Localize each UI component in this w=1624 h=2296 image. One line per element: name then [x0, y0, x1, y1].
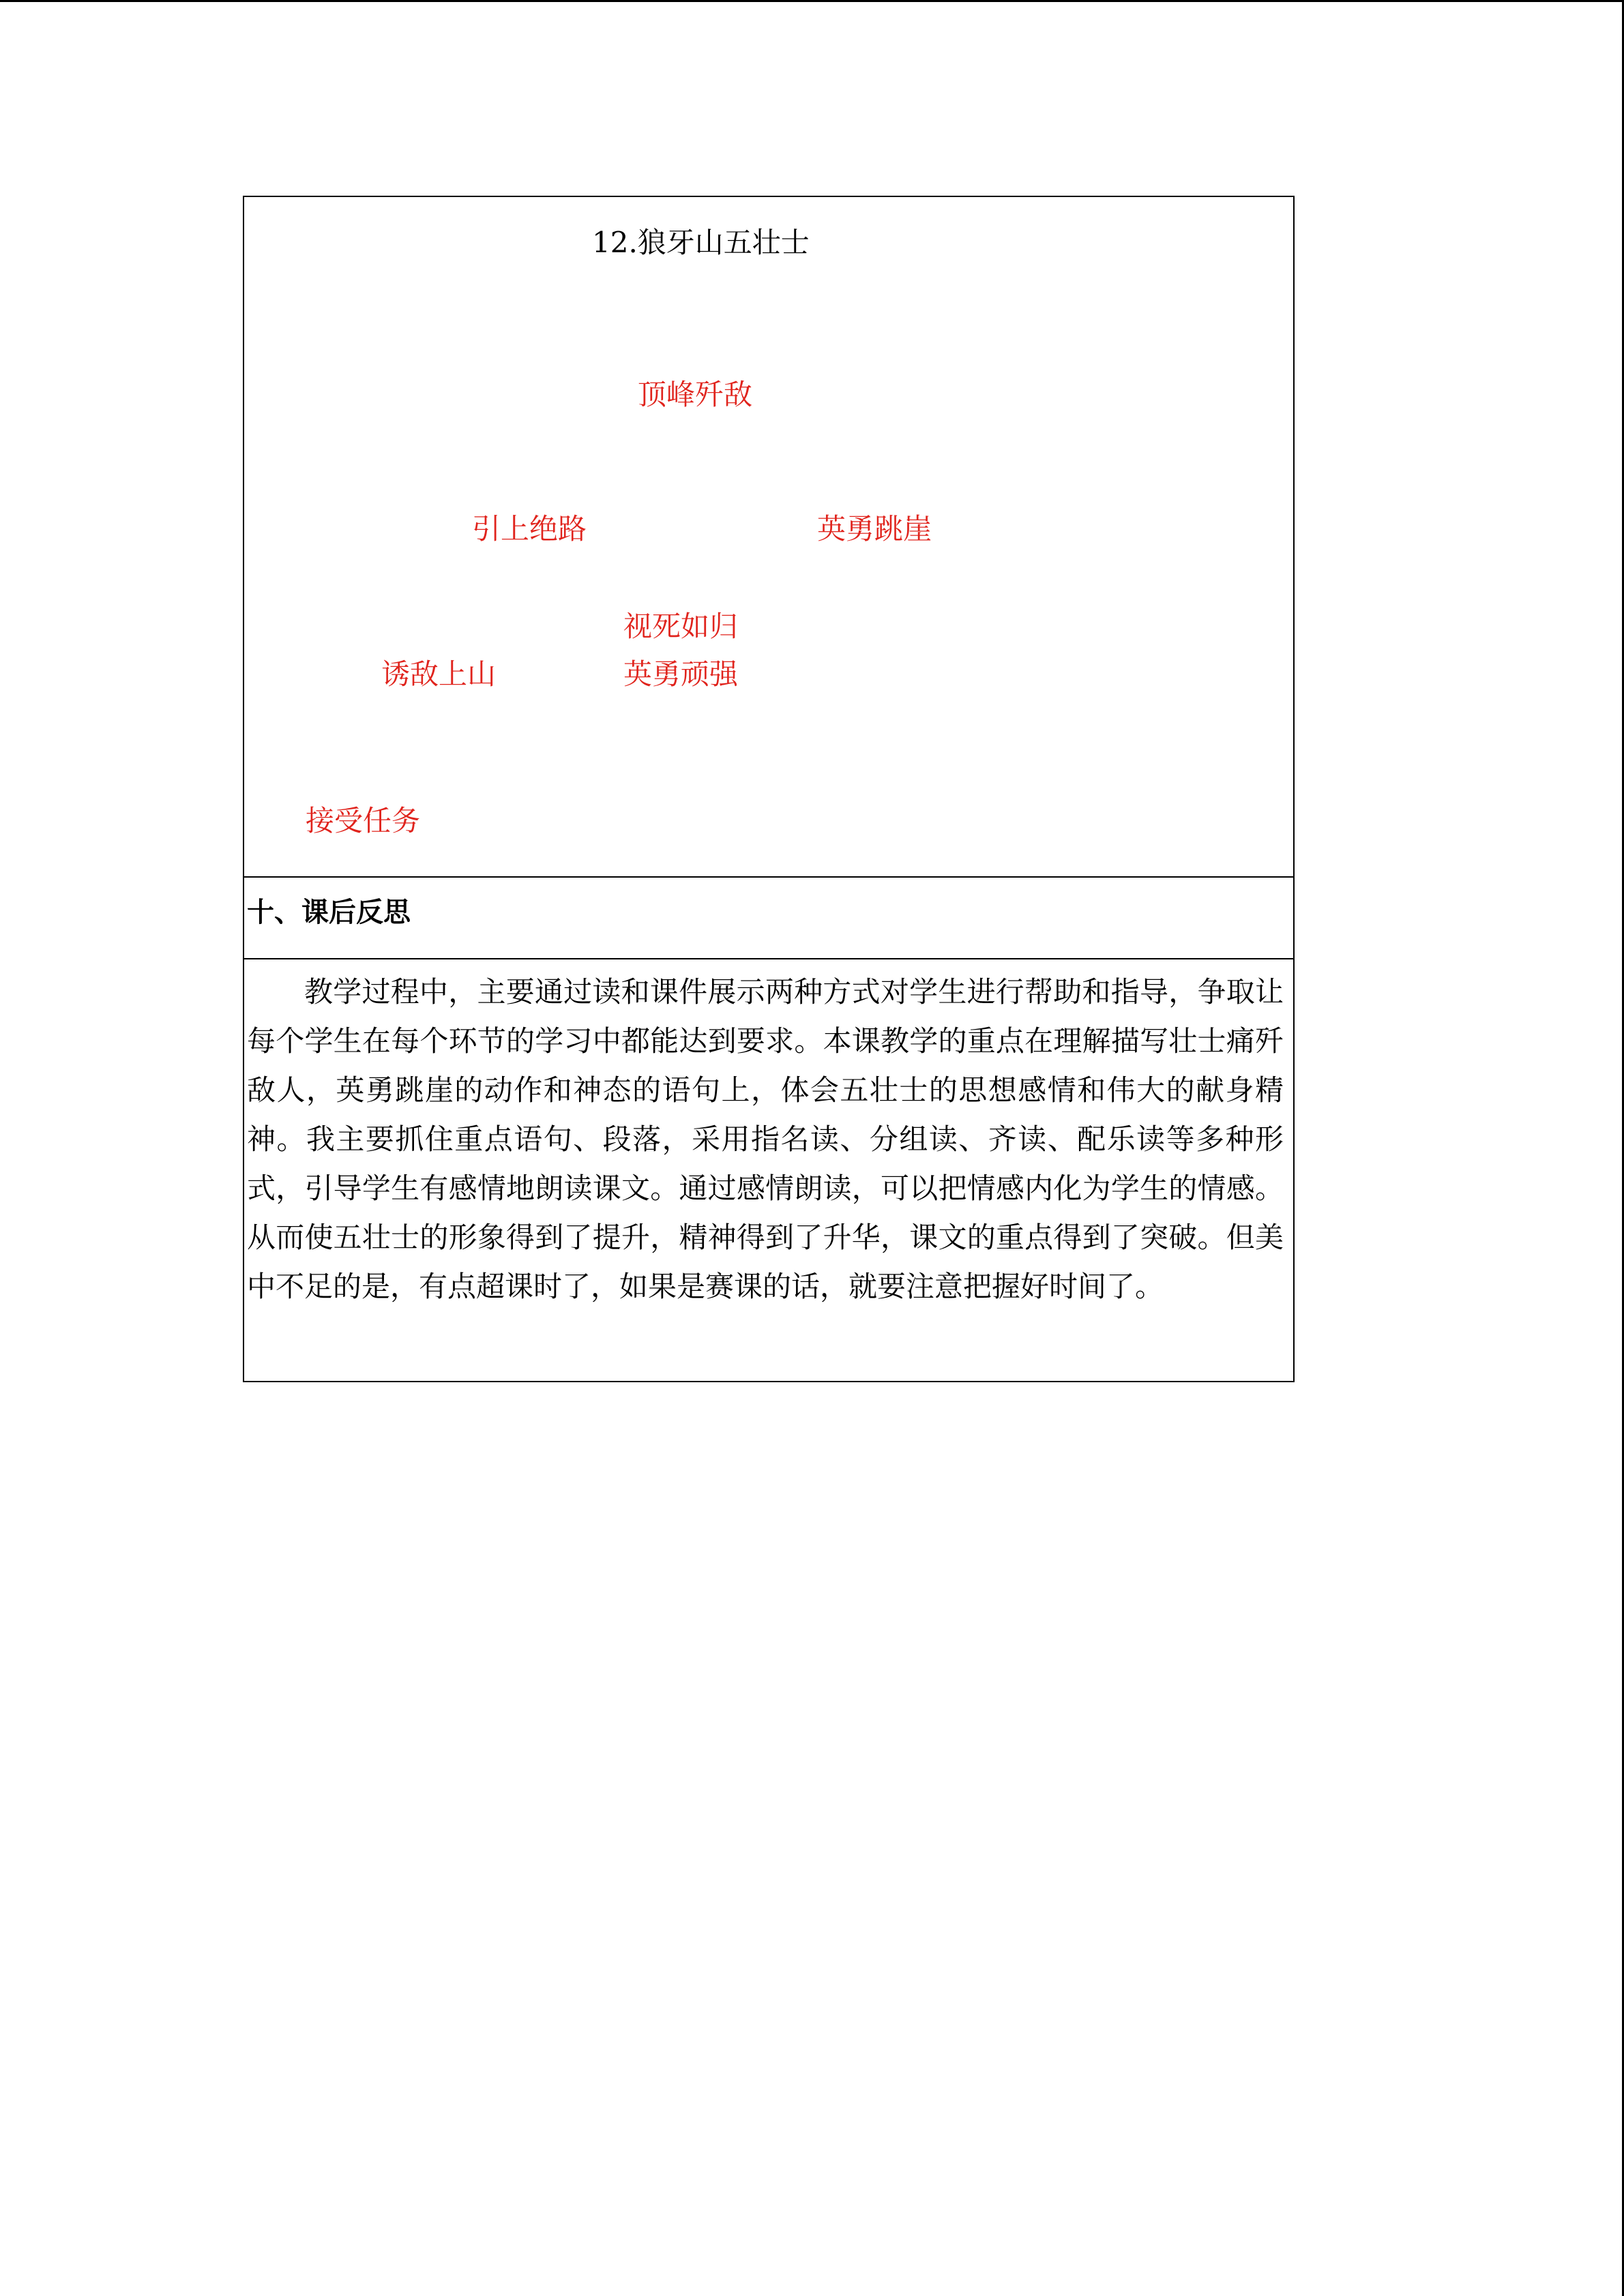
board-phrase-accept-task: 接受任务: [306, 804, 421, 837]
board-phrase-peak: 顶峰歼敌: [638, 378, 753, 411]
lesson-table: [243, 196, 1295, 1382]
reflection-body: 教学过程中，主要通过读和课件展示两种方式对学生进行帮助和指导，争取让每个学生在每个环节的学习中都能达到要求。本课教学的重点在理解描写壮士痛歼敌人，英勇跳崖的动作和神态的语句上，体会五壮士的思想感情和伟大的献身精神。我主要抓住重点语句、段落，采用指名读、分组读、齐读、配乐读等多种形式，引导学生有感情地朗读课文。通过感情朗读，可以把情感内化为学生的情感。从而使五壮士的形象得到了提升，精神得到了升华，课文的重点得到了突破。但美中不足的是，有点超课时了，如果是赛课的话，就要注意把握好时间了。: [247, 975, 1284, 1303]
reflection-body-cell: [244, 959, 1293, 1382]
board-phrase-face-death: 视死如归: [623, 610, 739, 643]
lesson-title: 12.狼牙山五壮士: [592, 226, 810, 259]
blackboard-design-cell: [244, 197, 1293, 878]
board-phrase-heroic-jump: 英勇跳崖: [817, 512, 932, 546]
board-phrase-lure-enemy: 诱敌上山: [381, 657, 497, 691]
page-top-edge: [0, 0, 1624, 2]
board-phrase-lead-to-dead-end: 引上绝路: [472, 512, 587, 546]
board-phrase-heroic-tenacious: 英勇顽强: [623, 657, 739, 691]
reflection-heading: 十、课后反思: [247, 897, 411, 928]
reflection-heading-cell: [244, 878, 1293, 959]
